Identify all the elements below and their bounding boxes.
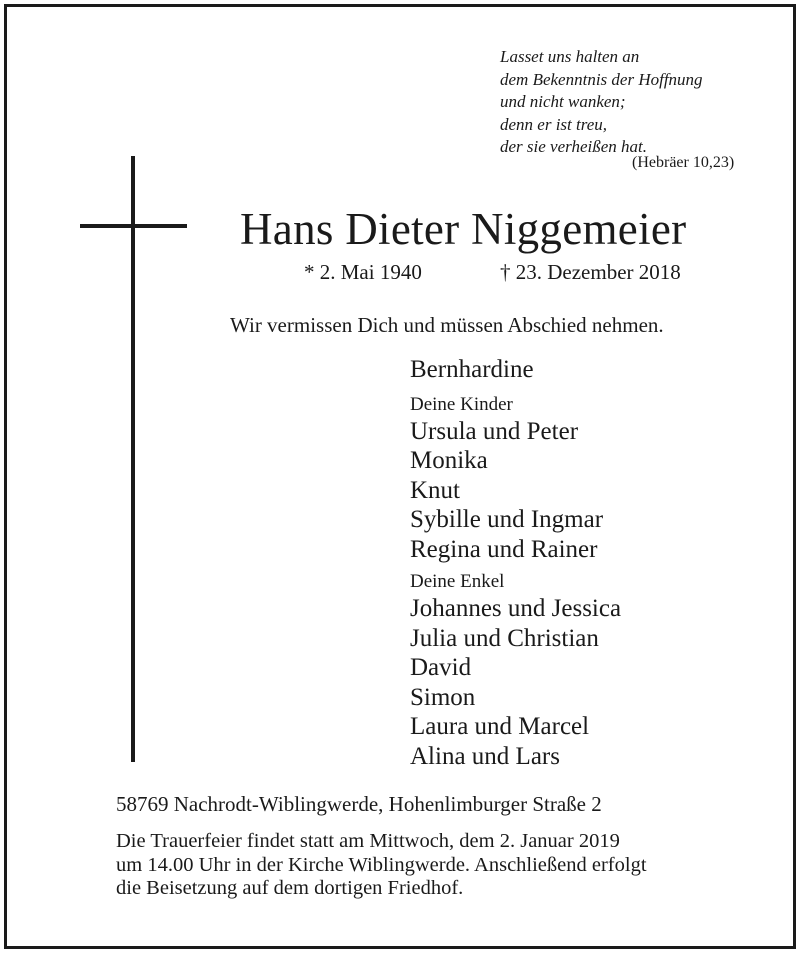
farewell-line: Wir vermissen Dich und müssen Abschied nehmen. <box>230 313 664 337</box>
funeral-line: um 14.00 Uhr in der Kirche Wiblingwerde. Anschließend erfolgt <box>116 853 647 876</box>
birth-date: * 2. Mai 1940 <box>304 260 422 284</box>
child-name: Regina und Rainer <box>410 535 598 563</box>
verse-reference: (Hebräer 10,23) <box>632 154 735 171</box>
grandchild-name: David <box>410 654 472 681</box>
deceased-name: Hans Dieter Niggemeier <box>240 204 687 254</box>
verse-line: dem Bekenntnis der Hoffnung <box>500 69 703 89</box>
children-heading: Deine Kinder <box>410 393 513 415</box>
funeral-line: die Beisetzung auf dem dortigen Friedhof. <box>116 877 464 899</box>
verse-line: Lasset uns halten an <box>500 47 640 66</box>
child-name: Knut <box>410 476 460 504</box>
bible-verse <box>500 46 703 159</box>
verse-line: der sie verheißen hat. <box>500 137 647 156</box>
verse-line: und nicht wanken; <box>500 92 626 111</box>
grandchild-name: Simon <box>410 683 476 711</box>
spouse-name: Bernhardine <box>410 356 534 383</box>
cross-icon-bar <box>80 224 187 228</box>
cross-icon <box>131 156 135 762</box>
child-name: Ursula und Peter <box>410 417 579 445</box>
child-name: Monika <box>410 447 488 474</box>
funeral-line: Die Trauerfeier findet statt am Mittwoch, dem 2. Januar 2019 <box>116 830 620 852</box>
grandchild-name: Laura und Marcel <box>410 713 590 740</box>
grandchild-name: Julia und Christian <box>410 624 599 652</box>
family-address: 58769 Nachrodt-Wiblingwerde, Hohenlimburger Straße 2 <box>116 792 602 816</box>
death-date: † 23. Dezember 2018 <box>500 260 681 284</box>
grandchildren-heading: Deine Enkel <box>410 571 505 592</box>
child-name: Sybille und Ingmar <box>410 506 604 533</box>
grandchild-name: Alina und Lars <box>410 742 560 770</box>
family-list <box>410 355 621 771</box>
grandchild-name: Johannes und Jessica <box>410 595 622 622</box>
funeral-info <box>116 830 647 901</box>
verse-line: denn er ist treu, <box>500 114 608 134</box>
